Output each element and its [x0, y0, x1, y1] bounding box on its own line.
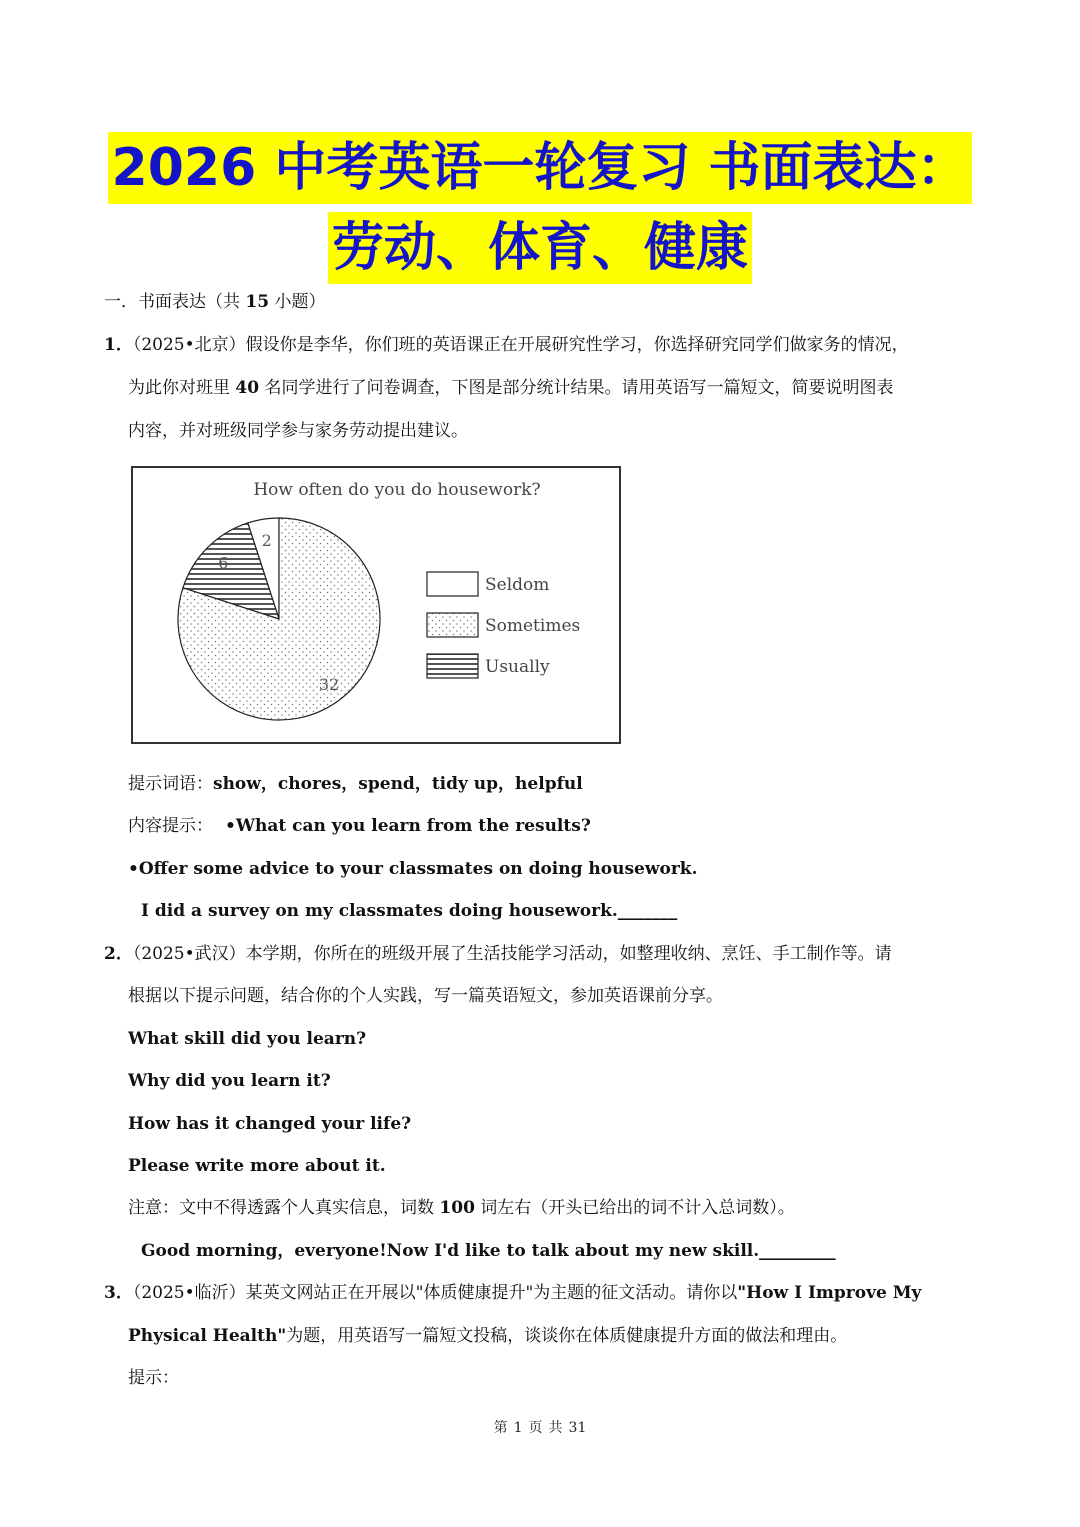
legend-label-sometimes: Sometimes	[485, 616, 581, 636]
footer-page-number: 1	[513, 1420, 523, 1436]
legend-label-seldom: Seldom	[485, 575, 550, 595]
section-heading-count: 15	[245, 292, 270, 312]
section-heading-prefix: 一．书面表达（共	[104, 292, 246, 312]
q2-line-1	[104, 943, 892, 965]
legend-swatch-usually	[427, 654, 478, 678]
q2-source: （2025•武汉）	[132, 944, 246, 964]
q1-content-label: 内容提示：	[128, 816, 213, 836]
title-line-2-wrap	[0, 212, 1080, 284]
q1-hint-words	[128, 773, 583, 795]
pie-label-sometimes: 32	[318, 675, 340, 694]
q1-text-2b: 名同学进行了问卷调查，下图是部分统计结果。请用英语写一篇短文，简要说明图表	[259, 378, 894, 398]
q2-prompt-3: How has it changed your life?	[128, 1114, 412, 1134]
q2-prompt-2: Why did you learn it?	[128, 1071, 331, 1091]
q1-bullet-2: •Offer some advice to your classmates on doing housework.	[128, 859, 698, 879]
pie-label-seldom: 2	[261, 531, 272, 551]
q1-content-hint	[128, 815, 591, 837]
legend-swatch-sometimes	[427, 613, 478, 637]
q1-line-3: 内容，并对班级同学参与家务劳动提出建议。	[128, 421, 468, 441]
section-heading	[104, 291, 325, 313]
footer-page-label: 第	[493, 1420, 508, 1436]
page-title-line-2: 劳动、体育、健康	[328, 212, 752, 284]
pie-label-usually: 6	[218, 553, 229, 573]
q3-source: （2025•临沂）	[132, 1283, 246, 1303]
pie-chart-svg	[133, 468, 619, 742]
q3-title-part-1: "How I Improve My	[737, 1283, 922, 1303]
q2-text-1: 本学期，你所在的班级开展了生活技能学习活动，如整理收纳、烹饪、手工制作等。请	[245, 944, 892, 964]
q3-title-part-2: Physical Health"	[128, 1326, 287, 1346]
chart-title: How often do you do housework?	[253, 480, 541, 500]
q1-source: （2025•北京）	[132, 335, 246, 355]
q2-note	[128, 1197, 795, 1219]
q2-starter	[141, 1240, 836, 1262]
q3-hint: 提示：	[128, 1368, 179, 1388]
q2-note-number: 100	[439, 1198, 475, 1218]
legend-swatch-seldom	[427, 572, 478, 596]
q1-line-1	[104, 334, 909, 356]
q2-starter-text: Good morning，everyone!Now I'd like to talk about my new skill.	[141, 1241, 760, 1261]
q1-hint-words-value: show，chores，spend，tidy up，helpful	[213, 774, 583, 794]
footer-total-label: 共	[548, 1420, 563, 1436]
q2-answer-blank[interactable]: _________	[759, 1241, 836, 1261]
section-heading-suffix: 小题）	[269, 292, 326, 312]
q2-prompt-1: What skill did you learn?	[128, 1029, 367, 1049]
page-footer	[0, 1418, 1080, 1438]
legend-label-usually: Usually	[485, 657, 550, 677]
q3-number: 3．	[104, 1283, 133, 1303]
q1-number-40: 40	[235, 378, 260, 398]
title-line-1-wrap	[0, 132, 1080, 204]
q2-line-2: 根据以下提示问题，结合你的个人实践，写一篇英语短文，参加英语课前分享。	[128, 986, 723, 1006]
q1-text-1: 假设你是李华，你们班的英语课正在开展研究性学习，你选择研究同学们做家务的情况，	[245, 335, 909, 355]
q1-starter-text: I did a survey on my classmates doing housework.	[141, 901, 618, 921]
page-title-line-1: 2026 中考英语一轮复习 书面表达：	[108, 132, 973, 204]
q1-line-2	[128, 377, 893, 399]
pie-chart	[131, 466, 621, 744]
q3-line-1	[104, 1282, 921, 1304]
q2-number: 2．	[104, 944, 133, 964]
q2-note-a: 注意：文中不得透露个人真实信息，词数	[128, 1198, 440, 1218]
footer-page-unit: 页	[528, 1420, 543, 1436]
q1-answer-blank[interactable]: _______	[617, 901, 678, 921]
q2-prompt-4: Please write more about it.	[128, 1156, 386, 1176]
q1-text-2a: 为此你对班里	[128, 378, 236, 398]
q3-text-1a: 某英文网站正在开展以"体质健康提升"为主题的征文活动。请你以	[245, 1283, 738, 1303]
q3-text-2b: 为题，用英语写一篇短文投稿，谈谈你在体质健康提升方面的做法和理由。	[286, 1326, 848, 1346]
q1-starter	[141, 900, 677, 922]
q2-note-b: 词左右（开头已给出的词不计入总词数）。	[474, 1198, 795, 1218]
q1-bullet-1: •What can you learn from the results?	[225, 816, 591, 836]
q1-hint-words-label: 提示词语：	[128, 774, 213, 794]
q3-line-2	[128, 1325, 847, 1347]
footer-total-number: 31	[568, 1420, 587, 1436]
q1-number: 1．	[104, 335, 133, 355]
